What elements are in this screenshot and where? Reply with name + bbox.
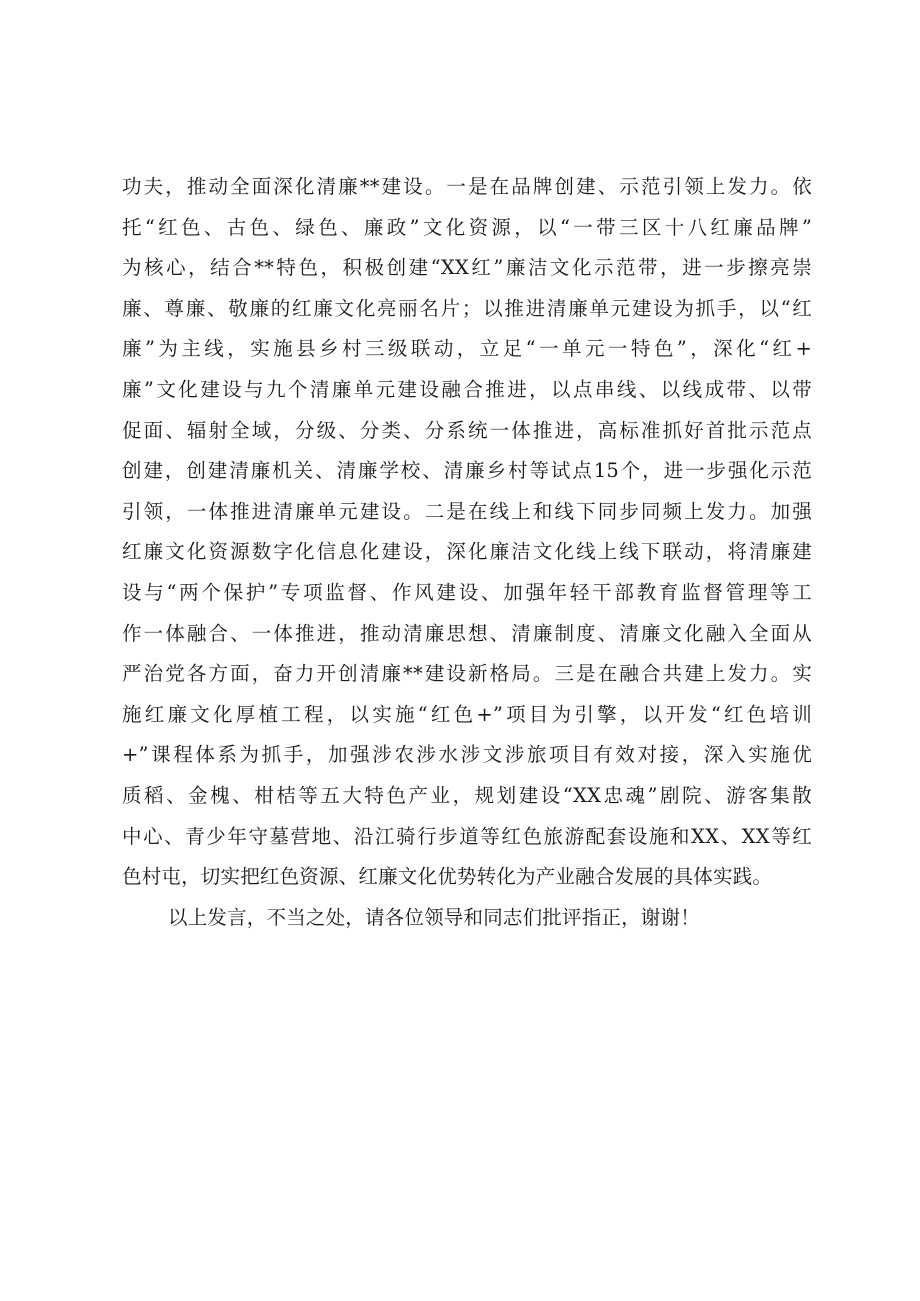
body-text	[122, 167, 812, 938]
paragraph-line: 为核心，结合**特色，积极创建“XX红”廉洁文化示范带，进一步擦亮崇	[122, 256, 812, 280]
paragraph-line: 功夫，推动全面深化清廉**建设。一是在品牌创建、示范引领上发力。依	[122, 175, 812, 198]
paragraph-line: 施红廉文化厚植工程，以实施“红色+”项目为引擎，以开发“红色培训	[122, 702, 812, 726]
paragraph-line: 引领，一体推进清廉单元建设。二是在线上和线下同步同频上发力。加强	[122, 499, 812, 523]
paragraph-line: 色村屯，切实把红色资源、红廉文化优势转化为产业融合发展的具体实践。	[122, 865, 773, 889]
paragraph-line: +”课程体系为抓手，加强涉农涉水涉文涉旅项目有效对接，深入实施优	[122, 743, 812, 767]
closing-remark: 以上发言，不当之处，请各位领导和同志们批评指正，谢谢！	[168, 905, 700, 929]
paragraph-line: 红廉文化资源数字化信息化建设，深化廉洁文化线上线下联动，将清廉建	[122, 540, 812, 564]
paragraph-line: 廉”为主线，实施县乡村三级联动，立足“一单元一特色”，深化“红+	[122, 337, 812, 361]
paragraph-line: 创建，创建清廉机关、清廉学校、清廉乡村等试点15个，进一步强化示范	[122, 459, 812, 483]
paragraph-line: 中心、青少年守墓营地、沿江骑行步道等红色旅游配套设施和XX、XX等红	[122, 824, 812, 848]
paragraph-line: 廉”文化建设与九个清廉单元建设融合推进，以点串线、以线成带、以带	[122, 377, 812, 401]
paragraph-line: 促面、辐射全域，分级、分类、分系统一体推进，高标准抓好首批示范点	[122, 418, 812, 442]
paragraph-line: 托“红色、古色、绿色、廉政”文化资源，以“一带三区十八红廉品牌”	[122, 215, 812, 239]
paragraph-line: 设与“两个保护”专项监督、作风建设、加强年轻干部教育监督管理等工	[122, 580, 812, 604]
paragraph-line: 严治党各方面，奋力开创清廉**建设新格局。三是在融合共建上发力。实	[122, 662, 812, 686]
paragraph-line: 作一体融合、一体推进，推动清廉思想、清廉制度、清廉文化融入全面从	[122, 621, 812, 645]
paragraph-line: 质稻、金槐、柑桔等五大特色产业，规划建设“XX忠魂”剧院、游客集散	[122, 783, 812, 807]
paragraph-line: 廉、尊廉、敬廉的红廉文化亮丽名片；以推进清廉单元建设为抓手，以“红	[122, 296, 812, 320]
